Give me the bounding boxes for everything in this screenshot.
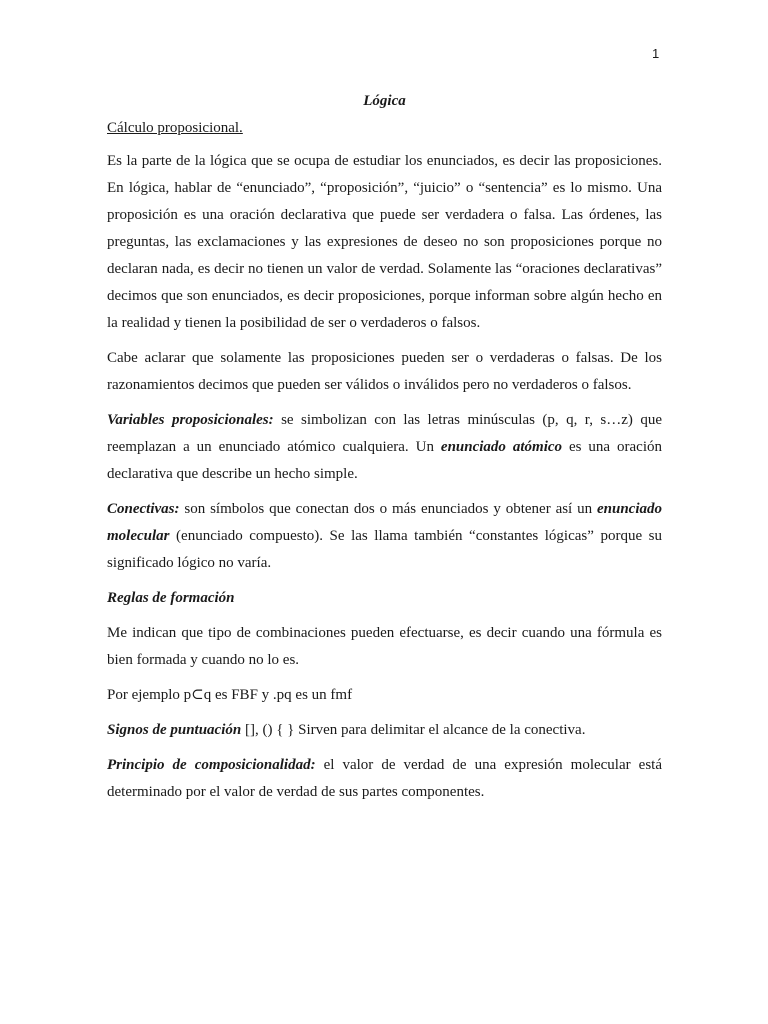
variables-term: Variables proposicionales: [107, 412, 274, 428]
page-number: 1 [652, 46, 660, 61]
variables-text-1: se simbolizan con las letras minúsculas (p, q, r, s…z) que reemplazan a un enunciado atómico cualquiera. Un [107, 412, 662, 455]
compositionality-term: Principio de composicionalidad: [107, 757, 316, 773]
punctuation-term: Signos de puntuación [107, 722, 242, 738]
formation-rules-paragraph: Me indican que tipo de combinaciones pueden efectuarse, es decir cuando una fórmula es bien formada y cuando no lo es. [107, 625, 662, 668]
document-title: Lógica [363, 93, 406, 109]
formation-rules-heading [107, 585, 662, 612]
variables-text-2: es una oración declarativa que describe un hecho simple. [107, 439, 663, 482]
punctuation-paragraph [107, 717, 662, 744]
molecular-statement-term: enunciado molecular [107, 501, 662, 544]
intro-paragraph: Es la parte de la lógica que se ocupa de estudiar los enunciados, es decir las proposiciones. En lógica, hablar de “enunciado”, “proposición”, “juicio” o “sentencia” es lo mismo. Una proposición es una oración declarativa que puede ser verdadera o falsa. Las órdenes, las preguntas, las exclamaciones y las expresiones de deseo no son proposiciones porque no declaran nada, es decir no tienen un valor de verdad. Solamente las “oraciones declarativas” decimos que son enunciados, es decir proposiciones, porque informan sobre algún hecho en la realidad y tienen la posibilidad de ser o verdaderos o falsos. [107, 153, 662, 331]
formation-rules-heading-text: Reglas de formación [107, 590, 235, 606]
punctuation-text: [], () { } Sirven para delimitar el alcance de la conectiva. [241, 722, 586, 738]
clarification-paragraph: Cabe aclarar que solamente las proposiciones pueden ser o verdaderas o falsas. De los razonamientos decimos que pueden ser válidos o inválidos pero no verdaderos o falsos. [107, 350, 662, 393]
connectives-text-1: son símbolos que conectan dos o más enunciados y obtener así un [179, 501, 597, 517]
compositionality-text: el valor de verdad de una expresión molecular está determinado por el valor de verdad de sus partes componentes. [107, 757, 662, 800]
variables-paragraph [107, 407, 662, 488]
atomic-statement-term: enunciado atómico [440, 439, 563, 455]
connectives-paragraph [107, 496, 662, 577]
connectives-text-2: (enunciado compuesto). Se las llama también “constantes lógicas” porque su significado lógico no varía. [107, 528, 662, 571]
compositionality-paragraph [107, 752, 662, 806]
section-subtitle: Cálculo proposicional. [107, 120, 243, 136]
example-paragraph: Por ejemplo p⊂q es FBF y .pq es un fmf [107, 687, 353, 703]
connectives-term: Conectivas: [107, 501, 180, 517]
document-body [107, 88, 662, 814]
